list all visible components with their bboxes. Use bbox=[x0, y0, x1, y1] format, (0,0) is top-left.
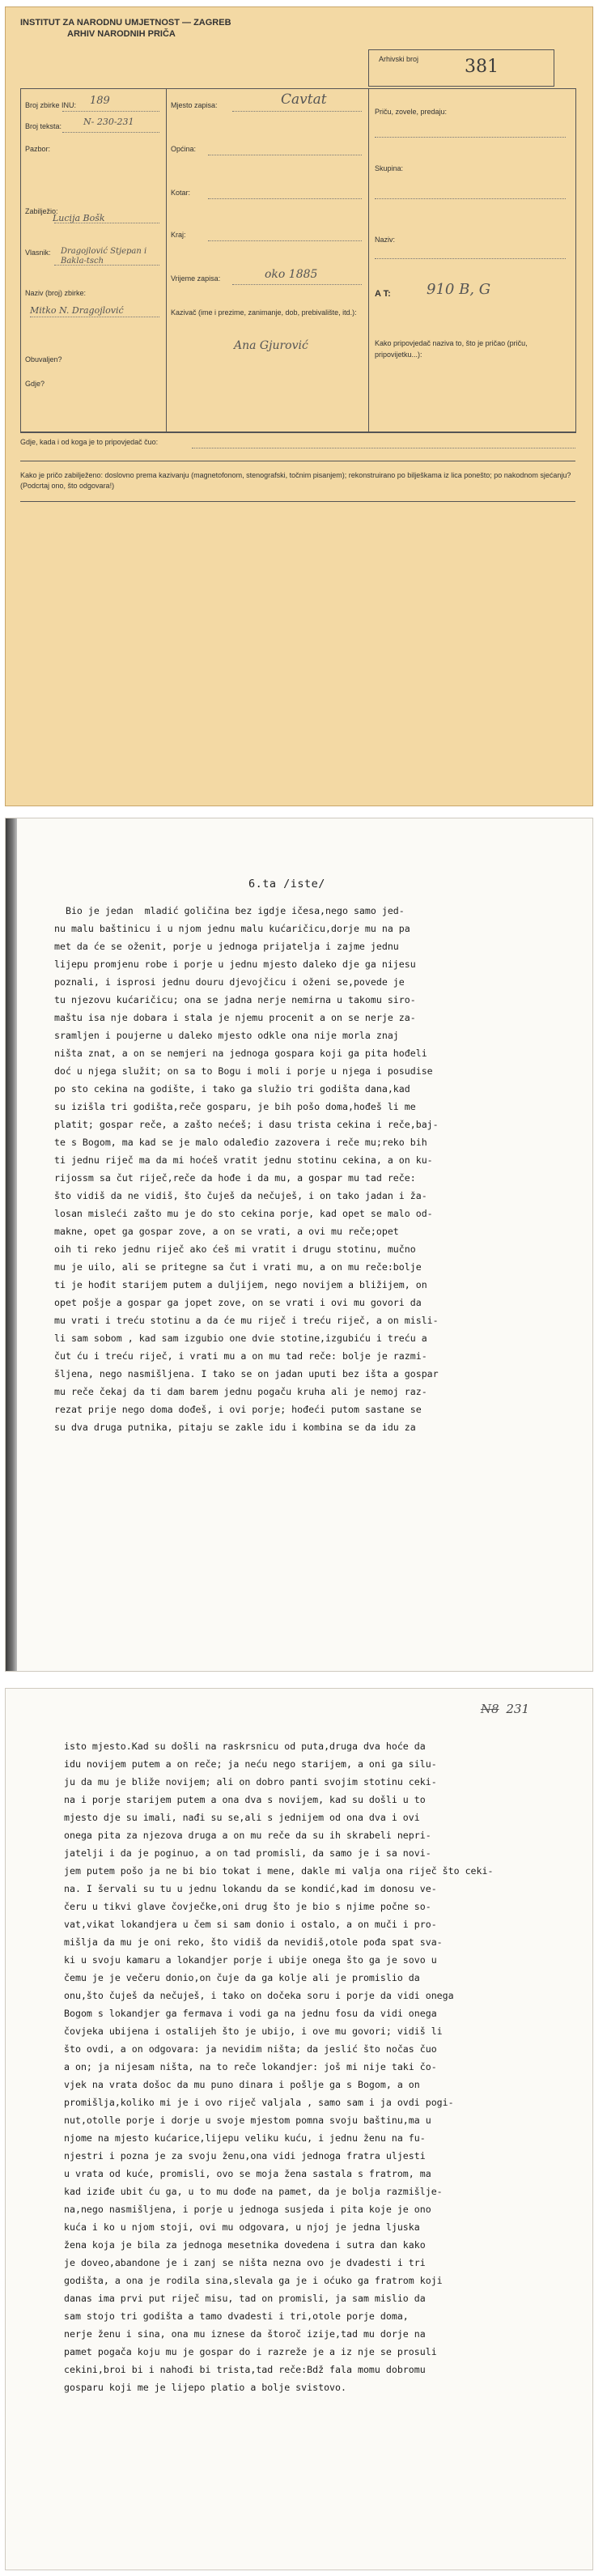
text-line: nut,otolle porje i dorje u svoje mjestom pomna svoju baštinu,ma u bbox=[64, 2115, 431, 2126]
zabiljezio-value: Lucija Bošk bbox=[53, 213, 105, 223]
text-line: ki u svoju kamaru a lokandjer porje i ubije onega što ga je sovo u bbox=[64, 1954, 437, 1966]
text-line: met da će se oženit, porje u jednoga prijatelja i zajme jednu bbox=[54, 941, 399, 952]
text-line: Bogom s lokandjer ga fermava i vodi ga na jednu fosu da vidi onega bbox=[64, 2008, 437, 2019]
card-header bbox=[20, 17, 231, 40]
typed-page-2 bbox=[5, 818, 593, 1672]
text-line: godišta, a ona je rodila sina,slevala ga je i oćuko ga fratrom koji bbox=[64, 2275, 443, 2286]
text-line: u vrata od kuće, promisli, ovo se moja žena sastala s fratrom, ma bbox=[64, 2168, 431, 2179]
mjesto-value: Cavtat bbox=[281, 91, 327, 108]
text-line: a on; ja nijesam ništa, na to reče lokandjer: još mi nije taki čo- bbox=[64, 2061, 437, 2072]
text-line: vjek na vrata došoc da mu puno dinara i pošlje ga s Bogom, a on bbox=[64, 2079, 420, 2090]
text-line: što vidiš da ne vidiš, što čuješ da nečuješ, i on tako jadan i ža- bbox=[54, 1190, 427, 1201]
text-line: lijepu promjenu robe i porje u jednu mjesto daleko dje ga nijesu bbox=[54, 959, 416, 970]
text-line: sramljen i poujerne u daleko mjesto odkle ona nije morla znaj bbox=[54, 1030, 399, 1041]
nacin-note: Kako je pričo zabilježeno: doslovno prema kazivanju (magnetofonom, stenografski, točnim pisanjem); rekonstruirano po bilješkama iz lica ponešto; po nakodnom sjećanju? (Podcrtaj ono, što odgovara!) bbox=[20, 471, 571, 490]
text-line: tu njezovu kućaričicu; ona se jadna nerje nemirna u takomu siro- bbox=[54, 994, 416, 1005]
column-divider-left bbox=[166, 88, 167, 431]
naziv-label: Naziv: bbox=[375, 236, 396, 244]
text-line: što ovdi, a on odgovara: ja nevidim ništa; da jeslić što nočas čuo bbox=[64, 2043, 437, 2055]
kotar-label: Kotar: bbox=[171, 189, 191, 197]
text-line: po sto cekina na godište, i tako ga služio tri godišta dana,kad bbox=[54, 1083, 410, 1095]
archive-card bbox=[5, 6, 593, 806]
text-line: čut ću i treću riječ, i vrati mu a on mu tad reče: bolje je razmi- bbox=[54, 1350, 427, 1362]
text-line: ju da mu je bliže novijem; ali on dobro panti svojim stotinu ceki- bbox=[64, 1776, 437, 1787]
vrijeme-value: oko 1885 bbox=[265, 268, 318, 281]
kraj-label: Kraj: bbox=[171, 231, 186, 239]
text-line: njome na mjesto kućarice,lijepu veliku kuću, i jednu ženu na fu- bbox=[64, 2132, 426, 2144]
broj-teksta-label: Broj teksta: bbox=[25, 122, 62, 130]
text-line: sam stojo tri godišta a tamo dvadesti i tri,otole porje doma, bbox=[64, 2310, 409, 2322]
broj-teksta-value: N- 230-231 bbox=[83, 117, 134, 127]
text-line: kad iziđe ubit ću ga, u to mu dođe na pamet, da je bolja razmišlje- bbox=[64, 2186, 443, 2197]
text-line: li sam sobom , kad sam izgubio one dvie stotine,izgubiću i treću a bbox=[54, 1333, 427, 1344]
text-line: mjesto dje su imali, nađi su se,ali s jednijem od ona dva i ovi bbox=[64, 1812, 420, 1823]
opcina-label: Općina: bbox=[171, 145, 197, 153]
kako-label: Kako pripovjedač naziva to, što je pričao (priču, pripovijetku...): bbox=[375, 339, 528, 359]
text-line: onu,što čuješ da nečuješ, i tako on dočeka soru i porje da vidi onega bbox=[64, 1990, 454, 2001]
zabiljezio-label: Zabilježio: bbox=[25, 207, 58, 215]
text-line: poznali, i isprosi jednu douru djevojčicu i oženi se,povede je bbox=[54, 976, 405, 988]
text-line: makne, opet ga gospar zove, a on se vrati, a ovi mu reče;opet bbox=[54, 1226, 399, 1237]
text-line: platit; gospar reče, a zašto nećeš; i dasu trista cekina i reče,baj- bbox=[54, 1119, 439, 1130]
text-line: rijossm sa čut riječ,reče da hođe i da mu, a gospar mu tad reče: bbox=[54, 1172, 416, 1184]
text-line: Bio je jedan mladić goličina bez igdje ičesa,nego samo jed- bbox=[54, 905, 405, 916]
story-text-page3 bbox=[64, 1737, 493, 2396]
obuvaljen-label: Obuvaljen? bbox=[25, 355, 62, 363]
text-line: rezat prije nego doma dođeš, i ovi porje; hođeći putom sastane se bbox=[54, 1404, 422, 1415]
naziv-zbirke-value: Mitko N. Dragojlović bbox=[30, 305, 124, 316]
naziv-zbirke-label: Naziv (broj) zbirke: bbox=[25, 289, 87, 297]
text-line: je doveo,abandone je i zanj se ništa nezna ovo je dvadesti i tri bbox=[64, 2257, 426, 2268]
text-line: na,nego nasmišljena, i porje u jednoga susjeda i pita koje je ono bbox=[64, 2204, 431, 2215]
story-title: 6.ta /iste/ bbox=[248, 878, 325, 891]
text-line: oih ti reko jednu riječ ako ćeš mi vratit i drugu stotinu, mučno bbox=[54, 1243, 416, 1255]
card-divider bbox=[20, 431, 575, 432]
text-line: cekini,broi bi i nahođi bi trista,tad reče:Bdž fala momu dobromu bbox=[64, 2364, 426, 2375]
vlasnik-label: Vlasnik: bbox=[25, 249, 51, 257]
at-label: A T: bbox=[375, 289, 391, 299]
pazbor-label: Pazbor: bbox=[25, 145, 51, 153]
text-line: te s Bogom, ma kad se je malo odaleđio zazovera i reče mu;reko bih bbox=[54, 1137, 427, 1148]
text-line: onega pita za njezova druga a on mu reče da su ih skrabeli nepri- bbox=[64, 1830, 431, 1841]
text-line: pamet pogača koju mu je gospar do i razreže je a iz nje se prosuli bbox=[64, 2346, 437, 2357]
text-line: nerje ženu i sina, ona mu iznese da štoroč izije,tad mu dorje na bbox=[64, 2328, 426, 2340]
pricu-label: Priču, zovele, predaju: bbox=[375, 108, 448, 116]
story-text-page2 bbox=[54, 902, 439, 1436]
vrijeme-label: Vrijeme zapisa: bbox=[171, 274, 221, 283]
text-line: vat,vikat lokandjera u čem si sam donio i ostalo, a on muči i pro- bbox=[64, 1919, 437, 1930]
vlasnik-value: Dragojlović Stjepan i Bakla-tsch bbox=[61, 247, 147, 266]
page-number-struck: N8 bbox=[480, 1702, 499, 1716]
text-line: ti je hođit starijem putem a duljijem, nego novijem a bližijem, on bbox=[54, 1279, 427, 1290]
text-line: idu novijem putem a on reče; ja neću nego starijem, a oni ga silu- bbox=[64, 1758, 437, 1770]
text-line: ništa znat, a on se nemjeri na jednoga gospara koji ga pita hođeli bbox=[54, 1048, 427, 1059]
text-line: mu vrati i treću stotinu a da će mu riječ i treću riječ, a on misli- bbox=[54, 1315, 439, 1326]
text-line: jem putem pošo ja ne bi bio tokat i mene, dakle mi valja ona riječ što ceki- bbox=[64, 1865, 494, 1877]
text-line: kuća i ko u njom stoji, ovi mu odgovara, u njoj je jedna ljuska bbox=[64, 2221, 420, 2233]
text-line: opet pošje a gospar ga jopet zove, on se vrati i ovi mu govori da bbox=[54, 1297, 422, 1308]
column-divider-right bbox=[368, 88, 369, 431]
text-line: nu malu baštinicu i u njom jednu malu kućaričicu,dorje mu na pa bbox=[54, 923, 410, 934]
institute-name: INSTITUT ZA NARODNU UMJETNOST — ZAGREB bbox=[20, 18, 231, 28]
text-line: žena koja je bila za jednoga mesetnika dovedena i sutra dan kako bbox=[64, 2239, 426, 2251]
page-number-value: 231 bbox=[506, 1702, 529, 1716]
typed-page-3 bbox=[5, 1688, 593, 2570]
text-line: doć u njega služit; on sa to Bogu i moli i porje u njega i posudise bbox=[54, 1065, 433, 1077]
text-line: su izišla tri godišta,reče gosparu, je bih pošo doma,hođeš li me bbox=[54, 1101, 416, 1112]
gdje-kada-label: Gdje, kada i od koga je to pripovjedač čuo: bbox=[20, 438, 159, 446]
kazivac-label: Kazivač (ime i prezime, zanimanje, dob, prebivalište, itd.): bbox=[171, 308, 357, 317]
archive-number: 381 bbox=[465, 57, 499, 77]
text-line: njestri i pozna je za svoju ženu,ona vidi jednoga fratra uljesti bbox=[64, 2150, 426, 2162]
archive-number-box bbox=[368, 49, 554, 87]
text-line: čovjeka ubijena i ostalijeh što je ubijo, i ove mu govori; vidiš li bbox=[64, 2026, 443, 2037]
archive-number-label: Arhivski broj bbox=[379, 55, 419, 63]
text-line: na. I šervali su tu u jednu lokandu da se kondić,kad im donosu ve- bbox=[64, 1883, 437, 1894]
page-number bbox=[481, 1702, 529, 1716]
mjesto-label: Mjesto zapisa: bbox=[171, 101, 218, 109]
kazivac-value: Ana Gjurović bbox=[234, 339, 308, 352]
text-line: promišlja,koliko mi je i ovo riječ valjala , samo sam i ja ovdi pogi- bbox=[64, 2097, 454, 2108]
broj-zbirke-label: Broj zbirke INU: bbox=[25, 101, 77, 109]
text-line: šljena, nego nasmišljena. I tako se on jadan uputi bez išta a gospar bbox=[54, 1368, 439, 1379]
text-line: losan misleći zašto mu je do sto cekina porje, kad opet se malo od- bbox=[54, 1208, 433, 1219]
text-line: na i porje starijem putem a ona dva s novijem, kad su došli u to bbox=[64, 1794, 426, 1805]
text-line: ti jednu riječ ma da mi hoćeš vratit jednu stotinu cekina, a on ku- bbox=[54, 1154, 433, 1166]
text-line: čemu je je večeru donio,on čuje da ga kolje ali je promislio da bbox=[64, 1972, 420, 1983]
gdje-label: Gdje? bbox=[25, 380, 45, 388]
broj-zbirke-value: 189 bbox=[90, 95, 110, 107]
text-line: mišlja da mu je oni reko, što vidiš da nevidiš,otole pođa spat sva- bbox=[64, 1936, 443, 1948]
text-line: maštu isa nje dobara i stala je njemu procenit a on se nerje za- bbox=[54, 1012, 416, 1023]
text-line: su dva druga putnika, pitaju se zakle idu i kombina se da idu za bbox=[54, 1422, 416, 1433]
at-value: 910 B, G bbox=[427, 281, 491, 298]
scan-edge bbox=[6, 818, 17, 1671]
text-line: mu reče čekaj da ti dam barem jednu pogaču kruha ali je nemoj raz- bbox=[54, 1386, 427, 1397]
text-line: mu je uilo, ali se pritegne sa čut i vrati mu, a on mu reče:bolje bbox=[54, 1261, 422, 1273]
text-line: danas ima prvi put riječ misu, tad on promisli, ja sam mislio da bbox=[64, 2293, 426, 2304]
archive-name: ARHIV NARODNIH PRIČA bbox=[67, 29, 176, 39]
skupina-label: Skupina: bbox=[375, 164, 404, 172]
text-line: čeru u tikvi glave čovječke,oni drug što je bio s njime počne so- bbox=[64, 1901, 431, 1912]
text-line: gosparu koji me je lijepo platio a bolje svistovo. bbox=[64, 2382, 347, 2393]
text-line: isto mjesto.Kad su došli na raskrsnicu od puta,druga dva hoće da bbox=[64, 1741, 426, 1752]
text-line: jatelji i da je poginuo, a on tad promisli, da samo je i sa novi- bbox=[64, 1847, 431, 1859]
